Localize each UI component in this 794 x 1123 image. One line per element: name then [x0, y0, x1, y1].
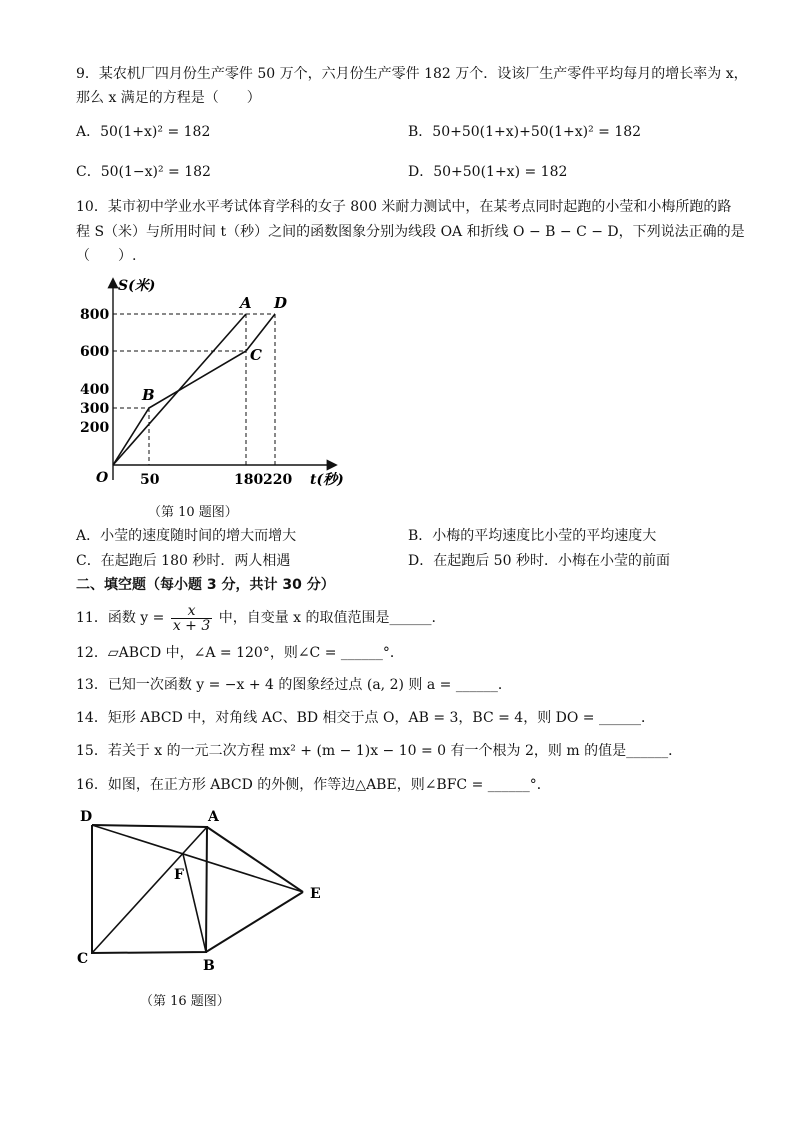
- label-c: C: [77, 951, 89, 967]
- q9-option-c: C．50(1−x)² = 182: [76, 164, 211, 180]
- x-tick-220: 220: [263, 472, 293, 488]
- q11-prefix: 11．函数 y =: [76, 610, 165, 626]
- q10-option-a: A．小莹的速度随时间的增大而增大: [76, 528, 297, 544]
- origin-label: O: [96, 470, 109, 486]
- segment-ca: [92, 827, 207, 953]
- q10-option-d: D．在起跑后 50 秒时．小梅在小莹的前面: [408, 553, 670, 569]
- q9-option-b: B．50+50(1+x)+50(1+x)² = 182: [408, 124, 642, 140]
- point-label-d: D: [274, 294, 288, 312]
- q9-option-d: D．50+50(1+x) = 182: [408, 164, 568, 180]
- q10-option-b: B．小梅的平均速度比小莹的平均速度大: [408, 528, 657, 544]
- segment-fb: [183, 854, 206, 952]
- q9-stem-line1: 9．某农机厂四月份生产零件 50 万个，六月份生产零件 182 万个．设该厂生产零件平均每月的增长率为 x，: [76, 66, 748, 82]
- x-axis-label: t(秒): [310, 472, 344, 488]
- q10-stem-line2: 程 S（米）与所用时间 t（秒）之间的函数图象分别为线段 OA 和折线 O − B − C − D，下列说法正确的是: [76, 224, 745, 240]
- point-label-c: C: [250, 346, 262, 364]
- q10-stem-line1: 10．某市初中学业水平考试体育学科的女子 800 米耐力测试中，在某考点同时起跑的小莹和小梅所跑的路: [76, 199, 732, 215]
- q16-figure-caption: （第 16 题图）: [140, 994, 230, 1009]
- label-a: A: [208, 809, 219, 825]
- q10-option-c: C．在起跑后 180 秒时．两人相遇: [76, 553, 291, 569]
- q15-line: 15．若关于 x 的一元二次方程 mx² + (m − 1)x − 10 = 0 有一个根为 2，则 m 的值是______．: [76, 743, 683, 759]
- q12-line: 12．▱ABCD 中，∠A = 120°，则∠C = ______°．: [76, 645, 404, 661]
- q14-line: 14．矩形 ABCD 中，对角线 AC、BD 相交于点 O，AB = 3，BC = 4，则 DO = ______．: [76, 710, 655, 726]
- q16-line: 16．如图，在正方形 ABCD 的外侧，作等边△ABE，则∠BFC = ______°．: [76, 777, 551, 793]
- q10-graph: [70, 272, 360, 497]
- series-obcd: [113, 314, 275, 465]
- label-e: E: [310, 886, 321, 902]
- q10-stem-line3: （ ）.: [76, 248, 137, 264]
- q9-stem-line2: 那么 x 满足的方程是（ ）: [76, 90, 261, 106]
- q9-option-a: A．50(1+x)² = 182: [76, 124, 211, 140]
- label-d: D: [80, 809, 93, 825]
- x-tick-50: 50: [140, 472, 160, 488]
- segment-be: [206, 892, 303, 952]
- q13-line: 13．已知一次函数 y = −x + 4 的图象经过点 (a, 2) 则 a = ______．: [76, 677, 512, 693]
- section-heading: 二、填空题（每小题 3 分，共计 30 分）: [76, 577, 335, 593]
- q10-figure-caption: （第 10 题图）: [148, 505, 238, 520]
- label-b: B: [203, 958, 215, 974]
- q11-denominator: x + 3: [172, 617, 211, 634]
- point-label-a: A: [240, 294, 252, 312]
- y-tick-600: 600: [80, 344, 110, 360]
- q11-line: [76, 603, 436, 633]
- point-label-b: B: [142, 386, 155, 404]
- y-axis-label: S(米): [118, 278, 156, 294]
- q11-fraction: [171, 604, 212, 633]
- q16-figure: [70, 805, 340, 980]
- x-tick-180: 180: [234, 472, 264, 488]
- segment-de: [92, 825, 303, 892]
- y-tick-400: 400: [80, 382, 110, 398]
- q11-numerator: x: [171, 604, 212, 619]
- y-tick-200: 200: [80, 420, 110, 436]
- y-tick-300: 300: [80, 401, 110, 417]
- label-f: F: [174, 867, 184, 883]
- y-tick-800: 800: [80, 307, 110, 323]
- segment-ae: [207, 827, 303, 892]
- q11-suffix: 中，自变量 x 的取值范围是______.: [218, 610, 436, 626]
